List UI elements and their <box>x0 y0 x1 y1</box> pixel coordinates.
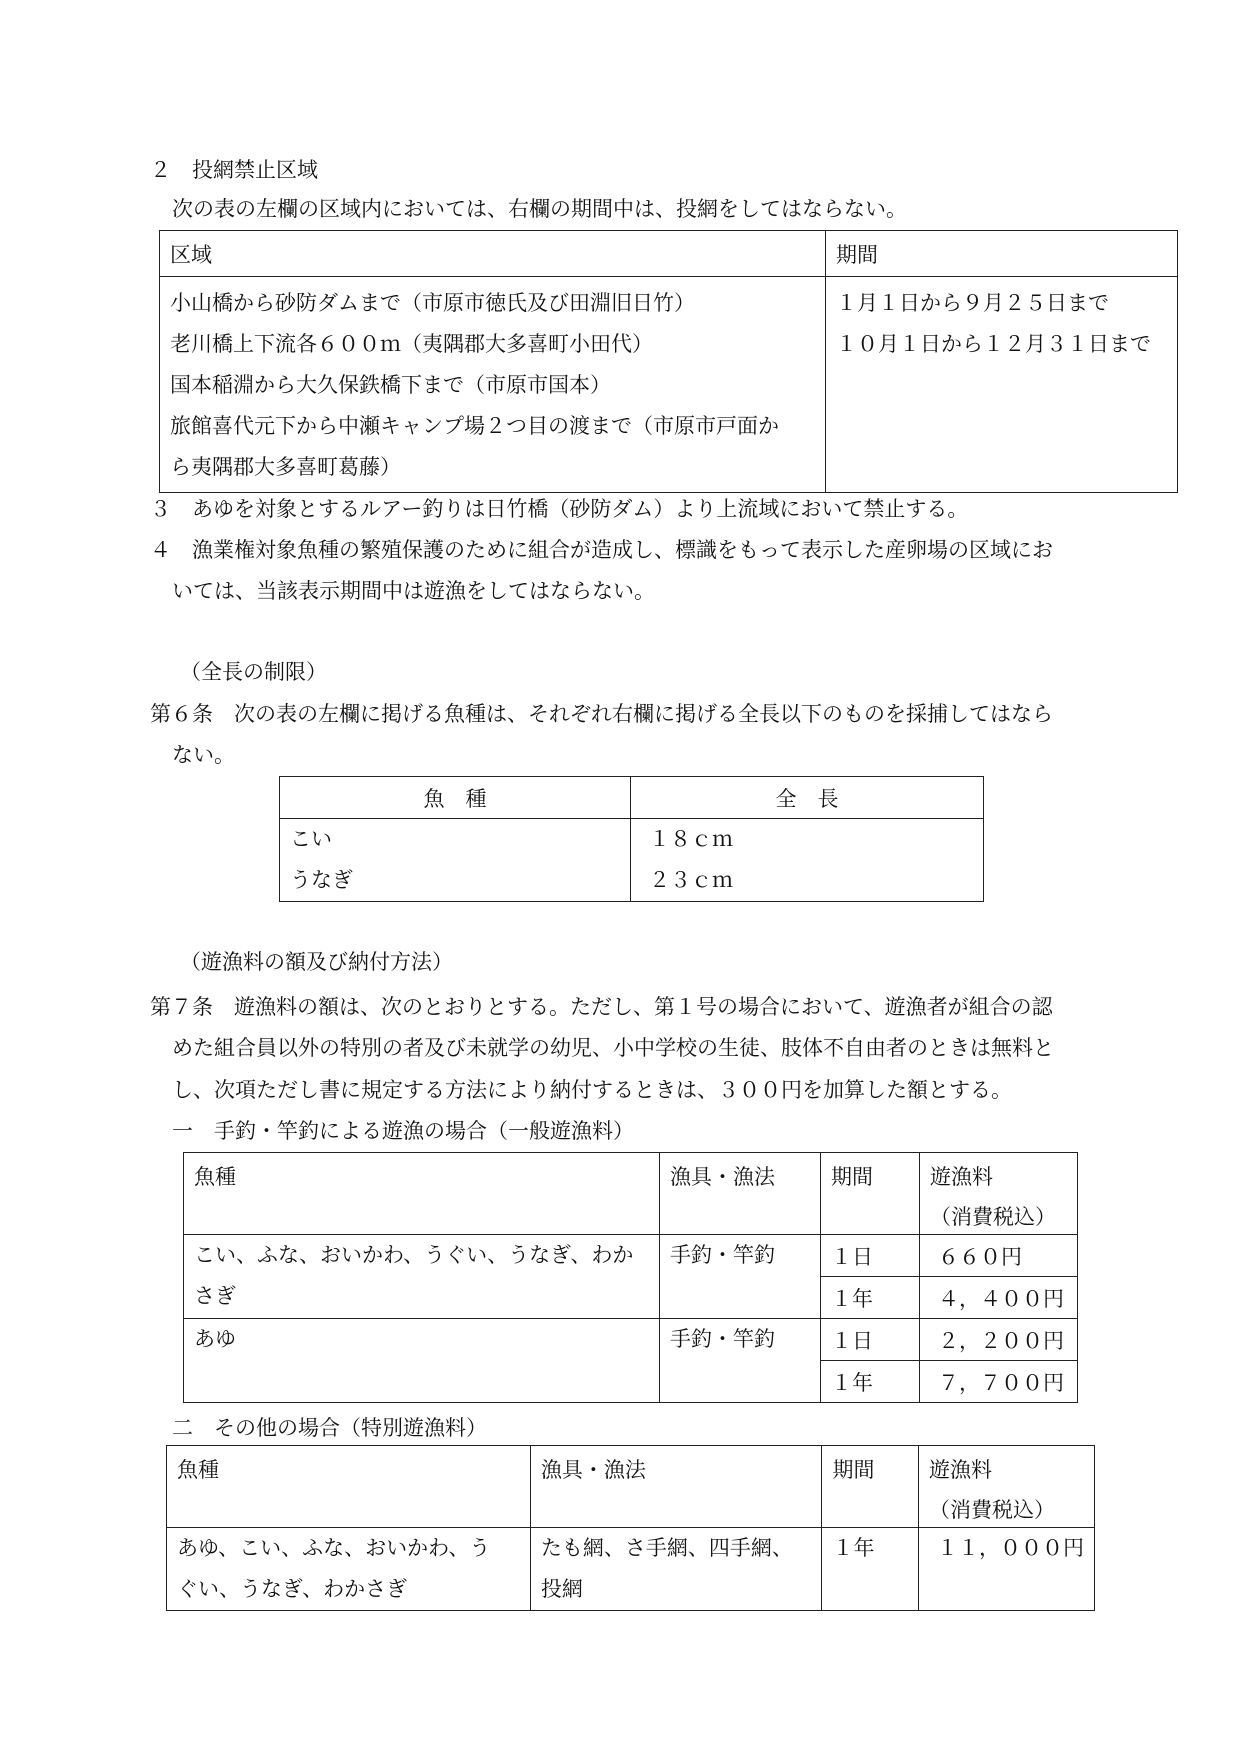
article-7-caption: （遊漁料の額及び納付方法） <box>180 950 453 974</box>
general-gear: 手釣・竿釣 <box>670 1327 775 1351</box>
special-period: １年 <box>832 1536 875 1560</box>
special-header-period: 期間 <box>822 1446 919 1528</box>
article-6-line-2: ない。 <box>172 743 235 767</box>
general-period-cell: １年 <box>821 1361 920 1403</box>
general-fee-cell: ４，４００円 <box>920 1277 1078 1319</box>
general-species-line: さぎ <box>194 1284 236 1308</box>
item-2-title: 二 その他の場合（特別遊漁料） <box>172 1416 487 1440</box>
special-fee: １１，０００円 <box>937 1536 1084 1560</box>
article-7-line-2: めた組合員以外の特別の者及び未就学の幼児、小中学校の生徒、肢体不自由者のときは無料と <box>172 1036 1054 1060</box>
net-ban-periods-cell <box>826 277 1178 493</box>
net-ban-table <box>159 230 1178 493</box>
general-gear-cell <box>660 1235 821 1319</box>
general-period-cell: １日 <box>821 1235 920 1277</box>
length-values-cell <box>631 819 984 902</box>
special-species-cell <box>167 1528 531 1611</box>
general-fee-cell: ７，７００円 <box>920 1361 1078 1403</box>
general-gear: 手釣・竿釣 <box>670 1243 775 1267</box>
article-7-line-3: し、次項ただし書に規定する方法により納付するときは、３００円を加算した額とする。 <box>172 1078 1012 1102</box>
general-header-fee-note: （消費税込） <box>930 1205 1056 1229</box>
general-period-cell: １日 <box>821 1319 920 1361</box>
net-ban-area-line: 小山橋から砂防ダムまで（市原市徳氏及び田淵旧日竹） <box>170 291 695 315</box>
net-ban-area-line: 老川橋上下流各６００ｍ（夷隅郡大多喜町小田代） <box>170 332 653 356</box>
special-period-cell <box>822 1528 919 1611</box>
length-value: １８ｃｍ <box>649 827 733 851</box>
net-ban-area-line: 旅館喜代元下から中瀬キャンプ場２つ目の渡まで（市原市戸面か <box>170 414 779 438</box>
general-species-line: あゆ <box>194 1327 236 1351</box>
item-1-title: 一 手釣・竿釣による遊漁の場合（一般遊漁料） <box>172 1119 634 1143</box>
net-ban-area-line: ら夷隅郡大多喜町葛藤） <box>170 455 401 479</box>
general-header-species: 魚種 <box>184 1153 660 1235</box>
special-species-line: ぐい、うなぎ、わかさぎ <box>177 1577 408 1601</box>
general-species-line: こい、ふな、おいかわ、うぐい、うなぎ、わか <box>194 1243 634 1267</box>
special-header-species: 魚種 <box>167 1446 531 1528</box>
net-ban-period-line: １月１日から９月２５日まで <box>836 291 1109 315</box>
section-2-heading: ２ 投網禁止区域 <box>150 158 318 182</box>
general-header-fee-label: 遊漁料 <box>930 1165 993 1189</box>
general-gear-cell <box>660 1319 821 1403</box>
general-header-gear: 漁具・漁法 <box>660 1153 821 1235</box>
general-species-cell <box>184 1319 660 1403</box>
special-gear-cell <box>530 1528 822 1611</box>
special-fee-table <box>166 1445 1095 1611</box>
net-ban-header-area: 区域 <box>160 231 826 277</box>
article-6-line-1: 第６条 次の表の左欄に掲げる魚種は、それぞれ右欄に掲げる全長以下のものを採捕してはなら <box>150 702 1053 726</box>
section-2-intro: 次の表の左欄の区域内においては、右欄の期間中は、投網をしてはならない。 <box>172 197 907 221</box>
general-header-fee <box>920 1153 1078 1235</box>
special-fee-cell <box>919 1528 1095 1611</box>
length-species-cell <box>280 819 631 902</box>
general-species-cell <box>184 1235 660 1319</box>
article-6-caption: （全長の制限） <box>180 660 327 684</box>
length-header-species: 魚 種 <box>280 777 631 819</box>
net-ban-header-period: 期間 <box>826 231 1178 277</box>
section-4-line-2: いては、当該表示期間中は遊漁をしてはならない。 <box>172 579 655 603</box>
special-header-fee-note: （消費税込） <box>929 1498 1055 1522</box>
length-species: こい <box>290 827 332 851</box>
special-header-gear: 漁具・漁法 <box>530 1446 822 1528</box>
general-period-cell: １年 <box>821 1277 920 1319</box>
general-header-period: 期間 <box>821 1153 920 1235</box>
special-header-fee-label: 遊漁料 <box>929 1458 992 1482</box>
section-4-line-1: ４ 漁業権対象魚種の繁殖保護のために組合が造成し、標識をもって表示した産卵場の区域にお <box>150 538 1053 562</box>
general-fee-cell: ２，２００円 <box>920 1319 1078 1361</box>
article-7-line-1: 第７条 遊漁料の額は、次のとおりとする。ただし、第１号の場合において、遊漁者が組合の認 <box>150 995 1053 1019</box>
net-ban-area-line: 国本稲淵から大久保鉄橋下まで（市原市国本） <box>170 373 611 397</box>
length-limit-table <box>279 776 984 902</box>
general-fee-table <box>183 1152 1078 1403</box>
length-value: ２３ｃｍ <box>649 868 733 892</box>
special-header-fee <box>919 1446 1095 1528</box>
special-gear-line: たも網、さ手網、四手網、 <box>540 1536 793 1560</box>
special-gear-line: 投網 <box>540 1577 583 1601</box>
net-ban-areas-cell <box>160 277 826 493</box>
general-fee-cell: ６６０円 <box>920 1235 1078 1277</box>
length-header-length: 全 長 <box>631 777 984 819</box>
length-species: うなぎ <box>290 868 353 892</box>
special-species-line: あゆ、こい、ふな、おいかわ、う <box>177 1536 491 1560</box>
section-3-text: ３ あゆを対象とするルアー釣りは日竹橋（砂防ダム）より上流域において禁止する。 <box>150 497 969 521</box>
net-ban-period-line: １０月１日から１２月３１日まで <box>836 332 1151 356</box>
